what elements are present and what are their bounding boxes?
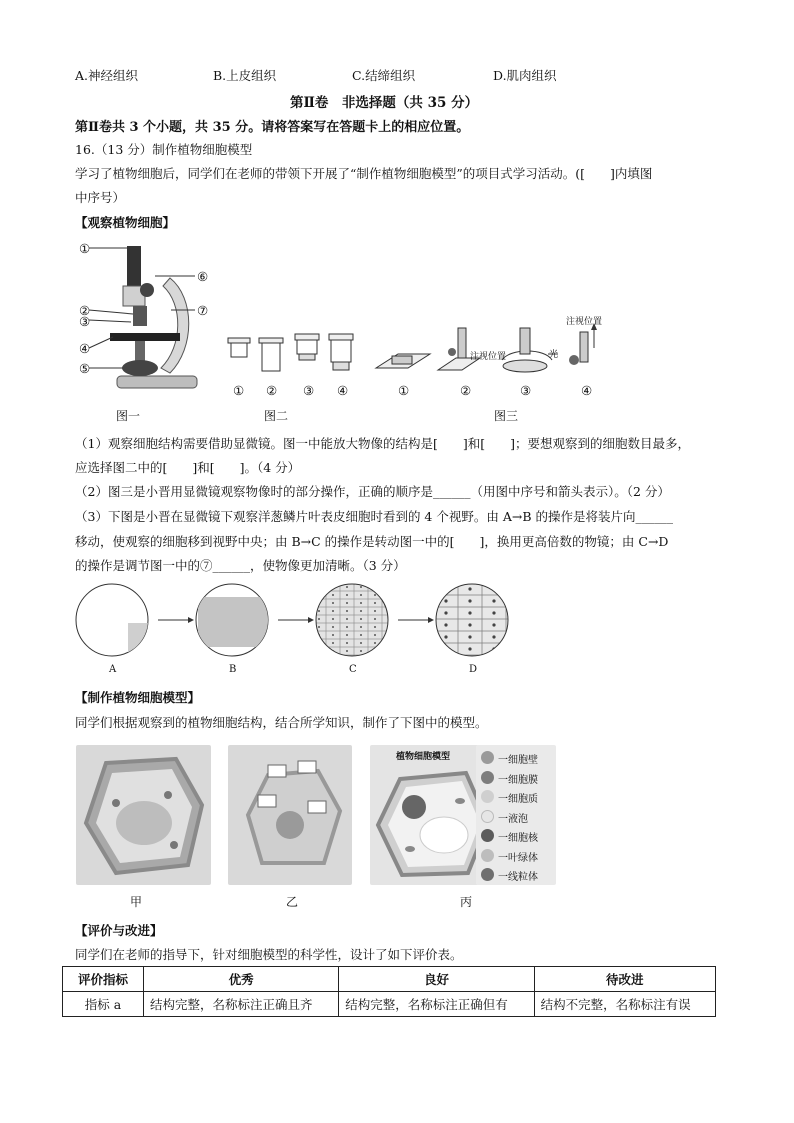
table-header: 评价指标	[63, 967, 144, 992]
option-c: C.结缔组织	[352, 68, 416, 83]
fig1-label-7: ⑦	[197, 303, 209, 318]
model-section-text: 同学们根据观察到的植物细胞结构，结合所学知识，制作了下图中的模型。	[75, 715, 488, 730]
figure2-lenses	[225, 332, 365, 382]
table-header-row	[63, 967, 716, 992]
q16-header: 16.（13 分）制作植物细胞模型	[75, 142, 253, 157]
table-cell: 指标 a	[63, 992, 144, 1017]
option-a: A.神经组织	[75, 68, 139, 83]
q16-part3-line3: 的操作是调节图一中的⑦______，使物像更加清晰。（3 分）	[75, 558, 406, 573]
view-label-b: B	[229, 664, 237, 675]
legend-swatch	[481, 771, 494, 784]
fig3-label-1: ①	[398, 383, 410, 398]
figure1-microscope	[75, 238, 225, 398]
legend-item	[481, 769, 551, 789]
legend-item	[481, 749, 551, 769]
fig3-note-light: 光	[549, 350, 559, 360]
section-title: 第Ⅱ卷 非选择题（共 35 分）	[290, 95, 479, 111]
fig1-label-3: ③	[79, 314, 91, 329]
fig1-label-4: ④	[79, 341, 91, 356]
model-caption-jia: 甲	[130, 895, 143, 909]
legend-swatch	[481, 849, 494, 862]
fig2-label-1: ①	[233, 383, 245, 398]
legend-swatch	[481, 790, 494, 803]
legend-label: 一细胞膜	[498, 774, 538, 786]
table-header: 待改进	[534, 967, 715, 992]
model-caption-bing: 丙	[460, 895, 473, 909]
legend-label: 一细胞核	[498, 833, 538, 844]
fig3-note-watch-top: 注视位置	[566, 317, 603, 327]
fig2-label-3: ③	[303, 383, 315, 398]
fig3-label-2: ②	[460, 383, 472, 398]
table-cell: 结构完整，名称标注正确且齐	[144, 992, 339, 1017]
fig3-label-3: ③	[520, 383, 532, 398]
legend-swatch	[481, 751, 494, 764]
fig2-caption: 图二	[264, 409, 289, 423]
legend-item	[481, 808, 551, 828]
eval-section-title: 【评价与改进】	[75, 923, 163, 938]
section-instruction: 第Ⅱ卷共 3 个小题，共 35 分。请将答案写在答题卡上的相应位置。	[75, 120, 470, 135]
fig2-label-2: ②	[266, 383, 278, 398]
legend-label: 一线粒体	[498, 872, 538, 883]
table-row	[63, 992, 716, 1017]
table-header: 优秀	[144, 967, 339, 992]
model-c-title: 植物细胞模型	[396, 752, 451, 762]
q16-intro-line2: 中序号）	[75, 190, 126, 205]
microscope-views	[74, 583, 514, 661]
view-c	[316, 584, 388, 656]
fig1-caption: 图一	[116, 409, 141, 423]
legend-label: 一细胞质	[498, 794, 538, 805]
observe-section-title: 【观察植物细胞】	[75, 215, 176, 230]
legend-label: 一液泡	[498, 813, 528, 825]
fig3-note-watch-1: 注视位置	[470, 352, 507, 362]
q16-part2: （2）图三是小晋用显微镜观察物像时的部分操作，正确的顺序是______（用图中序号和箭头表示）。（2 分）	[75, 484, 670, 499]
table-cell: 结构完整，名称标注正确但有	[339, 992, 534, 1017]
view-d	[436, 584, 508, 656]
model-photo-jia	[76, 745, 211, 885]
table-cell: 结构不完整，名称标注有误	[534, 992, 715, 1017]
fig2-label-4: ④	[337, 383, 349, 398]
table-header: 良好	[339, 967, 534, 992]
legend-swatch	[481, 868, 494, 881]
option-d: D.肌肉组织	[493, 68, 557, 83]
fig1-label-5: ⑤	[79, 361, 91, 376]
option-b: B.上皮组织	[213, 68, 277, 83]
evaluation-table	[62, 966, 716, 1017]
legend-item	[481, 866, 551, 886]
q16-intro-line1: 学习了植物细胞后，同学们在老师的带领下开展了“制作植物细胞模型”的项目式学习活动。([ ]内填图	[75, 166, 653, 181]
q16-part1-line1: （1）观察细胞结构需要借助显微镜。图一中能放大物像的结构是[ ]和[ ]；要想观察到的细胞数目最多，	[75, 436, 690, 451]
fig3-caption: 图三	[494, 409, 519, 423]
legend-item	[481, 827, 551, 847]
legend-label: 一细胞壁	[498, 755, 538, 766]
q16-part1-line2: 应选择图二中的[ ]和[ ]。（4 分）	[75, 460, 301, 475]
view-label-a: A	[109, 664, 117, 675]
fig3-label-4: ④	[581, 383, 593, 398]
legend-label: 一叶绿体	[498, 852, 538, 864]
q16-part3-line1: （3）下图是小晋在显微镜下观察洋葱鳞片叶表皮细胞时看到的 4 个视野。由 A→B 的操作是将装片向______	[75, 509, 673, 524]
model-section-title: 【制作植物细胞模型】	[75, 690, 201, 705]
fig1-label-2: ②	[79, 303, 91, 318]
view-label-d: D	[469, 664, 478, 675]
legend-item	[481, 788, 551, 808]
eval-section-text: 同学们在老师的指导下，针对细胞模型的科学性，设计了如下评价表。	[75, 947, 463, 962]
model-legend	[476, 745, 556, 885]
model-caption-yi: 乙	[286, 895, 299, 909]
fig1-label-6: ⑥	[197, 269, 209, 284]
model-photo-yi	[228, 745, 352, 885]
fig1-label-1: ①	[79, 241, 91, 256]
view-label-c: C	[349, 664, 357, 675]
legend-item	[481, 847, 551, 867]
legend-swatch	[481, 810, 494, 823]
q16-part3-line2: 移动，使观察的细胞移到视野中央；由 B→C 的操作是转动图一中的[ ]，换用更高倍数的物镜；由 C→D	[75, 534, 669, 549]
legend-swatch	[481, 829, 494, 842]
